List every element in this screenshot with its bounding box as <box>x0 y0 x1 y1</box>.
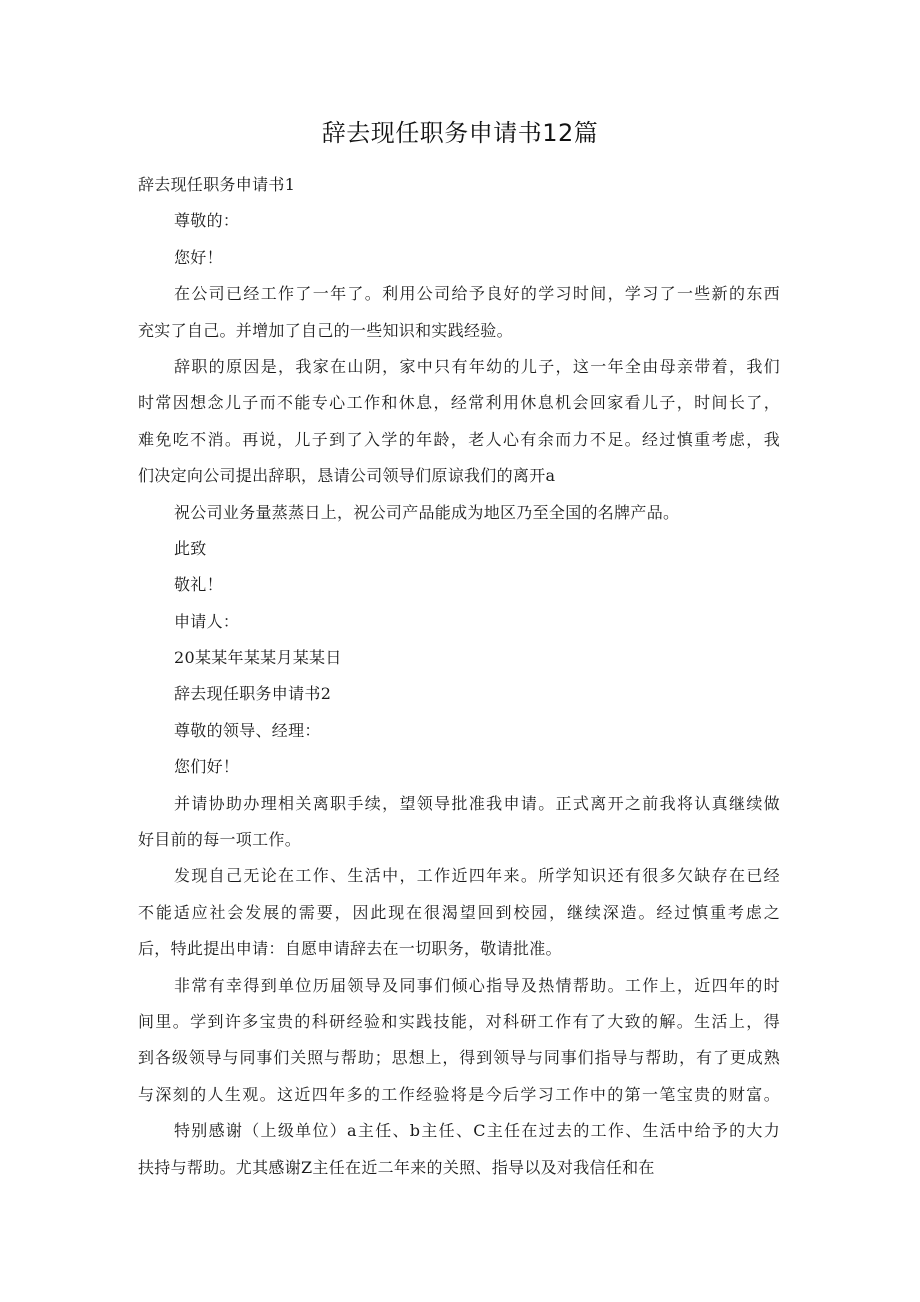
document-title: 辞去现任职务申请书12篇 <box>321 119 599 147</box>
text-line: 在公司已经工作了一年了。利用公司给予良好的学习时间，学习了一些新的东西 <box>174 284 780 304</box>
text-line: 非常有幸得到单位历届领导及同事们倾心指导及热情帮助。工作上，近四年的时 <box>174 975 780 995</box>
text-line: 辞去现任职务申请书1 <box>138 175 296 194</box>
text-line: 与深刻的人生观。这近四年多的工作经验将是今后学习工作中的第一笔宝贵的财富。 <box>138 1084 780 1104</box>
text-line: 您好！ <box>174 247 223 267</box>
text-line: 们决定向公司提出辞职，恳请公司领导们原谅我们的离开a <box>138 466 556 486</box>
text-line: 发现自己无论在工作、生活中，工作近四年来。所学知识还有很多欠缺存在已经 <box>174 866 780 886</box>
text-line: 祝公司业务量蒸蒸日上，祝公司产品能成为地区乃至全国的名牌产品。 <box>174 502 680 522</box>
text-line: 尊敬的： <box>174 211 240 231</box>
text-line: 申请人： <box>174 611 240 631</box>
text-line: 敬礼！ <box>174 575 223 595</box>
text-line: 扶持与帮助。尤其感谢Z主任在近二年来的关照、指导以及对我信任和在 <box>138 1157 655 1177</box>
document-body <box>138 167 780 1186</box>
text-line: 好目前的每一项工作。 <box>138 830 302 850</box>
text-line: 20某某年某某月某某日 <box>174 648 342 668</box>
text-line: 您们好！ <box>174 757 240 777</box>
text-line: 难免吃不消。再说，儿子到了入学的年龄，老人心有余而力不足。经过慎重考虑，我 <box>138 429 780 449</box>
text-line: 辞职的原因是，我家在山阴，家中只有年幼的儿子，这一年全由母亲带着，我们 <box>174 356 780 376</box>
text-line: 特别感谢（上级单位）a主任、b主任、C主任在过去的工作、生活中给予的大力 <box>174 1121 780 1141</box>
text-line: 时常因想念儿子而不能专心工作和休息，经常利用休息机会回家看儿子，时间长了， <box>138 393 780 413</box>
text-line: 充实了自己。并增加了自己的一些知识和实践经验。 <box>138 320 513 340</box>
text-line: 此致 <box>174 538 207 558</box>
text-line: 不能适应社会发展的需要，因此现在很渴望回到校园，继续深造。经过慎重考虑之 <box>138 902 780 922</box>
text-line: 并请协助办理相关离职手续，望领导批准我申请。正式离开之前我将认真继续做 <box>174 793 780 813</box>
text-line: 尊敬的领导、经理： <box>174 720 321 740</box>
text-line: 间里。学到许多宝贵的科研经验和实践技能，对科研工作有了大致的解。生活上，得 <box>138 1011 780 1031</box>
text-line: 到各级领导与同事们关照与帮助；思想上，得到领导与同事们指导与帮助，有了更成熟 <box>138 1048 780 1068</box>
text-line: 后，特此提出申请：自愿申请辞去在一切职务，敬请批准。 <box>138 939 562 959</box>
text-line: 辞去现任职务申请书2 <box>174 684 332 704</box>
